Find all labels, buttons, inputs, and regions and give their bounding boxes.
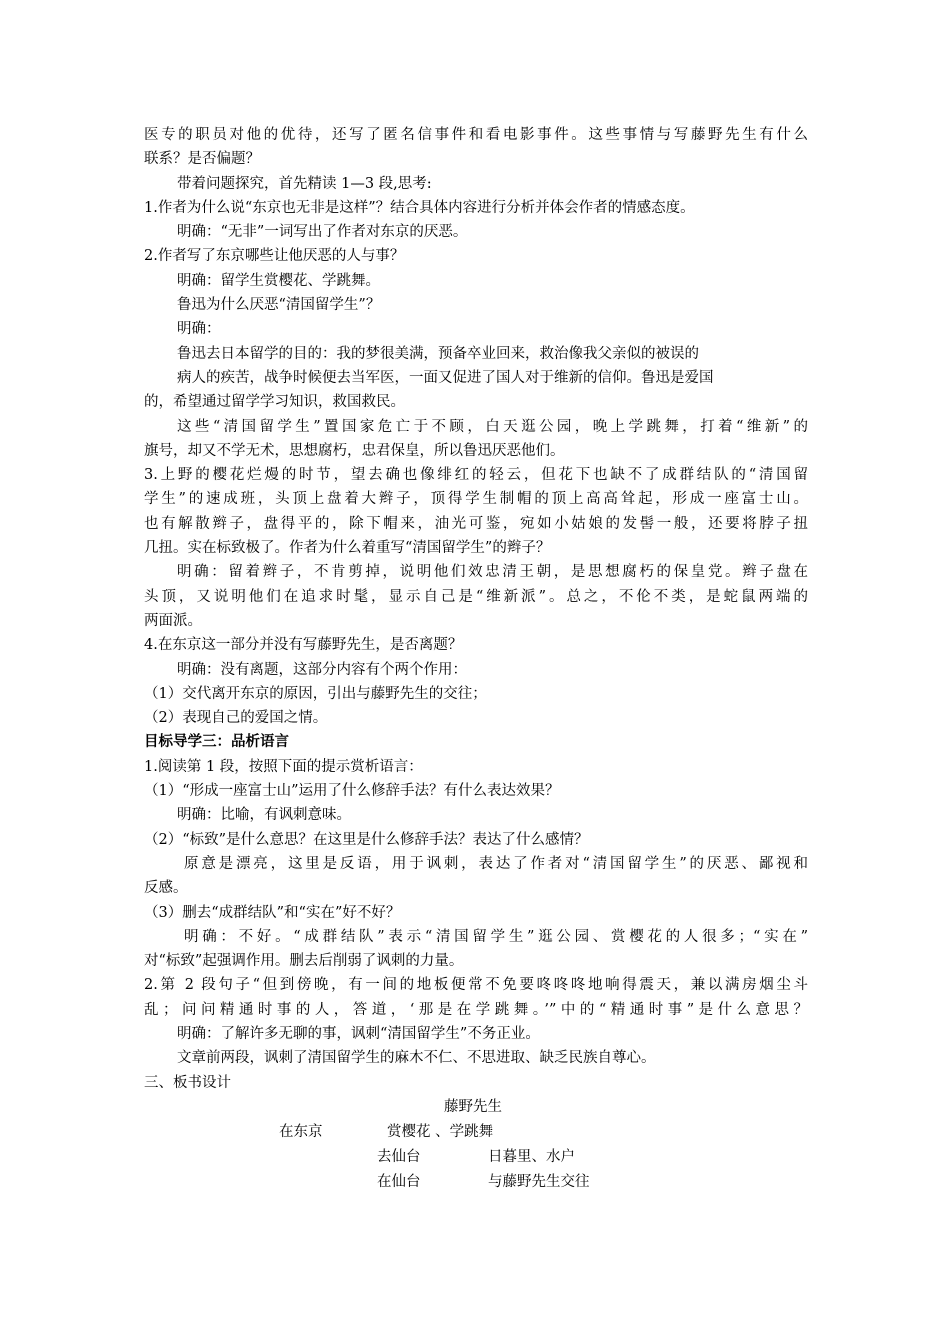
list-item: （2）“标致”是什么意思？在这里是什么修辞手法？表达了什么感情？ bbox=[144, 831, 589, 848]
list-item: （1）交代离开东京的原因，引出与藤野先生的交往； bbox=[144, 685, 487, 702]
question-1: 1.阅读第 1 段，按照下面的提示赏析语言： bbox=[144, 758, 423, 775]
text-line: 鲁迅去日本留学的目的：我的梦很美满，预备卒业回来，救治像我父亲似的被误的 bbox=[177, 345, 699, 362]
text-line: 旗号，却又不学无术，思想腐朽，忠君保皇，所以鲁迅厌恶他们。 bbox=[144, 442, 565, 459]
board-content: 日暮里、水户 bbox=[488, 1148, 575, 1165]
list-item: （2）表现自己的爱国之情。 bbox=[144, 710, 328, 727]
question-3: 3.上野的樱花烂熳的时节，望去确也像绯红的轻云，但花下也缺不了成群结队的“清国留 bbox=[144, 467, 808, 484]
question-4: 4.在东京这一部分并没有写藤野先生，是否离题？ bbox=[144, 637, 463, 654]
board-place: 在仙台 bbox=[377, 1173, 421, 1190]
question-2: 2.第 2 段句子“但到傍晚，有一间的地板便常不免要咚咚咚地响得震天，兼以满房烟尘斗 bbox=[144, 977, 808, 994]
section-heading: 目标导学三：品析语言 bbox=[144, 734, 289, 751]
list-item: （3）删去“成群结队”和“实在”好不好？ bbox=[144, 904, 401, 921]
answer: 原意是漂亮，这里是反语，用于讽刺，表达了作者对“清国留学生”的厌恶、鄙视和 bbox=[184, 855, 808, 872]
text-line: 对“标致”起强调作用。删去后削弱了讽刺的力量。 bbox=[144, 953, 464, 970]
answer-1: 明确：“无非”一词写出了作者对东京的厌恶。 bbox=[177, 224, 468, 241]
text-line: 也有解散辫子，盘得平的，除下帽来，油光可鉴，宛如小姑娘的发髻一般，还要将脖子扭 bbox=[144, 515, 808, 532]
board-place: 去仙台 bbox=[377, 1148, 421, 1165]
answer-2: 明确：留学生赏樱花、学跳舞。 bbox=[177, 272, 380, 289]
question-1: 1.作者为什么说“东京也无非是这样”？结合具体内容进行分析并体会作者的情感态度。 bbox=[144, 199, 695, 216]
text-line: 头顶，又说明他们在追求时髦，显示自己是“维新派”。总之，不伦不类，是蛇鼠两端的 bbox=[144, 588, 808, 605]
text-line: 的，希望通过留学学习知识，救国救民。 bbox=[144, 394, 405, 411]
answer-3: 明确：留着辫子，不肯剪掉，说明他们效忠清王朝，是思想腐朽的保皇党。辫子盘在 bbox=[177, 564, 808, 581]
text-line: 两面派。 bbox=[144, 612, 202, 629]
text-line: 医专的职员对他的优待，还写了匿名信事件和看电影事件。这些事情与写藤野先生有什么 bbox=[144, 127, 808, 143]
question-2: 2.作者写了东京哪些让他厌恶的人与事？ bbox=[144, 248, 405, 265]
board-content: 赏樱花 、学跳舞 bbox=[387, 1123, 494, 1140]
board-content: 与藤野先生交往 bbox=[488, 1173, 590, 1190]
text-line: 联系？是否偏题？ bbox=[144, 151, 260, 168]
board-place: 在东京 bbox=[279, 1123, 323, 1140]
answer: 明确：不好。“成群结队”表示“清国留学生”逛公园、赏樱花的人很多；“实在” bbox=[184, 928, 808, 945]
section-heading: 三、板书设计 bbox=[144, 1074, 231, 1091]
text-line: 几扭。实在标致极了。作者为什么着重写“清国留学生”的辫子？ bbox=[144, 540, 551, 557]
text-line: 乱；问问精通时事的人，答道，‘那是在学跳舞。’”中的“精通时事”是什么意思？ bbox=[144, 1001, 808, 1018]
text-line: 学生”的速成班，头顶上盘着大辫子，顶得学生制帽的顶上高高耸起，形成一座富士山。 bbox=[144, 491, 808, 508]
answer-label: 明确： bbox=[177, 321, 221, 338]
text-line: 带着问题探究，首先精读 1—3 段,思考: bbox=[177, 175, 432, 192]
list-item: （1）“形成一座富士山”运用了什么修辞手法？有什么表达效果？ bbox=[144, 783, 560, 800]
answer: 明确：了解许多无聊的事，讽刺“清国留学生”不务正业。 bbox=[177, 1025, 540, 1042]
text-line: 病人的疾苦，战争时候便去当军医，一面又促进了国人对于维新的信仰。鲁迅是爱国 bbox=[177, 369, 714, 386]
answer-4: 明确：没有离题，这部分内容有个两个作用： bbox=[177, 661, 467, 678]
text-line: 这些“清国留学生”置国家危亡于不顾，白天逛公园，晚上学跳舞，打着“维新”的 bbox=[177, 418, 808, 435]
blackboard-design bbox=[144, 1095, 808, 1195]
document-page bbox=[144, 123, 808, 1195]
summary: 文章前两段，讽刺了清国留学生的麻木不仁、不思进取、缺乏民族自尊心。 bbox=[177, 1050, 656, 1067]
text-line: 反感。 bbox=[144, 880, 188, 897]
answer: 明确：比喻，有讽刺意味。 bbox=[177, 807, 351, 824]
sub-question: 鲁迅为什么厌恶“清国留学生”？ bbox=[177, 297, 381, 314]
board-title: 藤野先生 bbox=[444, 1098, 502, 1115]
